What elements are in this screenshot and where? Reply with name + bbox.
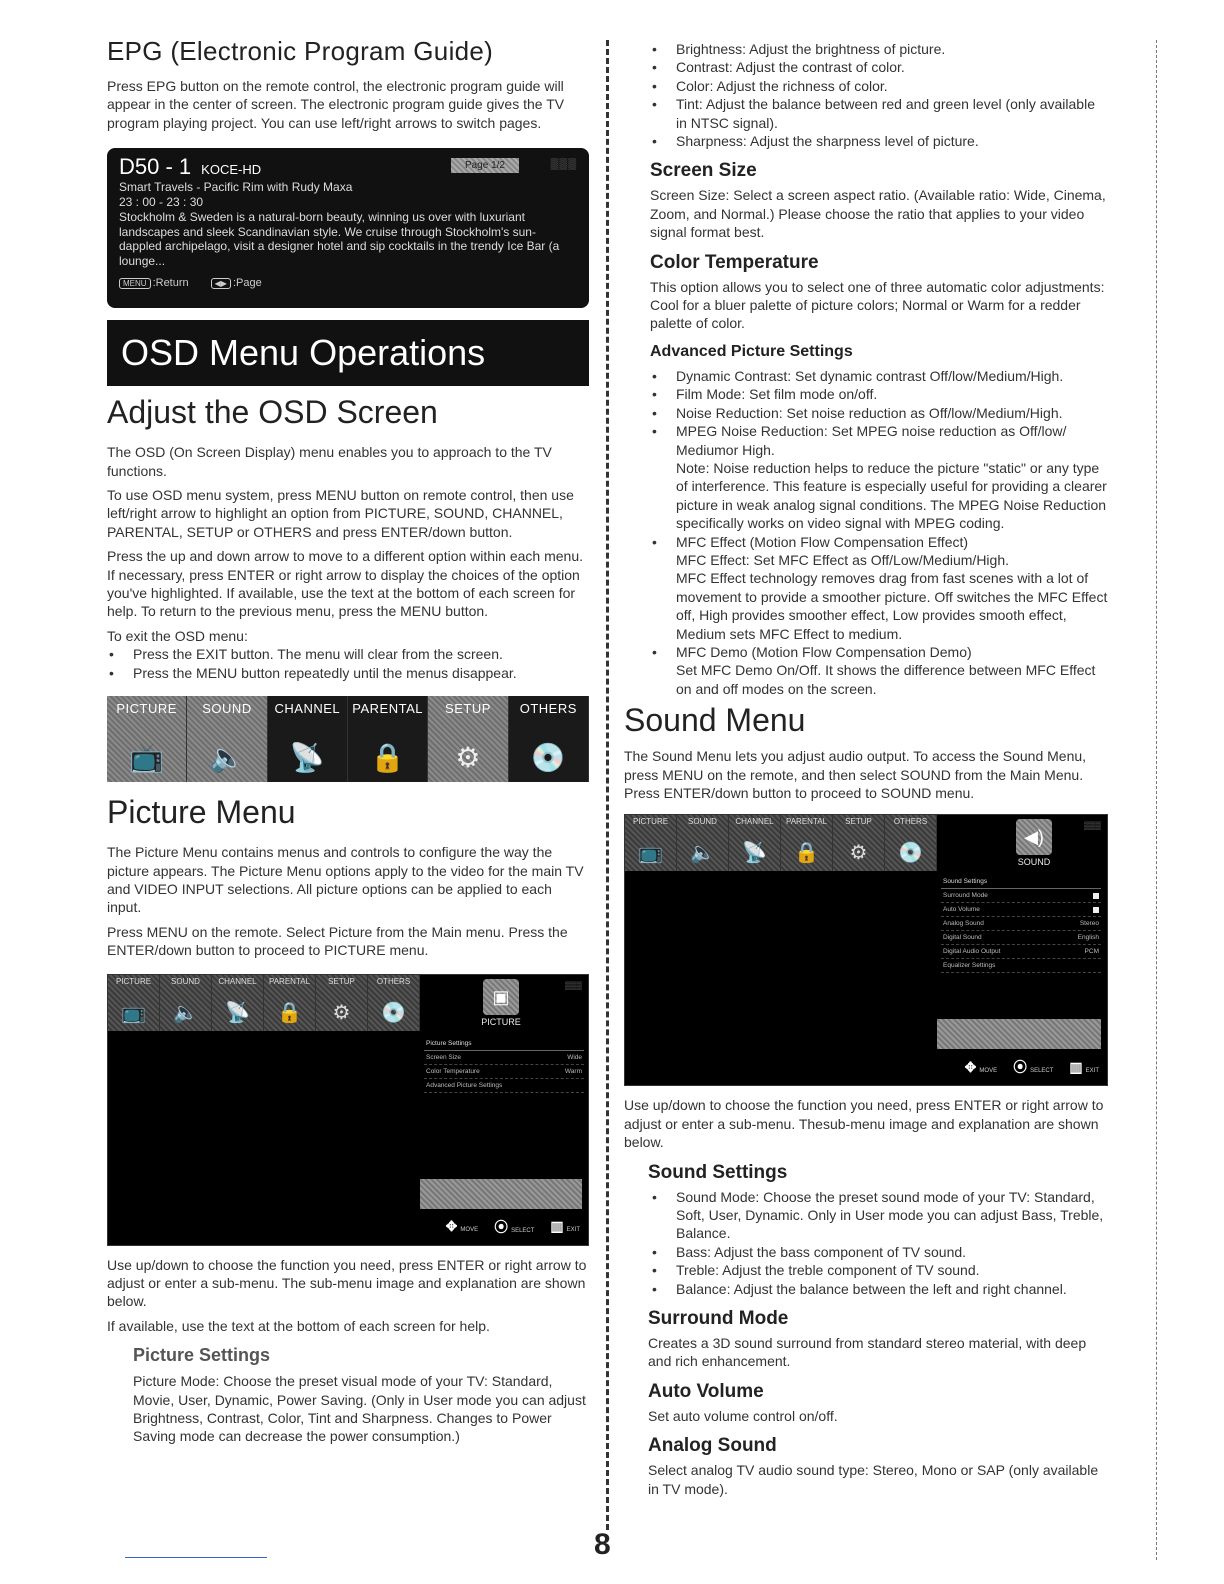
selected-menu-label: PICTURE: [481, 1016, 521, 1027]
tv-icon: 📺: [121, 1001, 146, 1024]
item-line: • Noise Reduction: Set noise reduction as Off/low/Medium/High.: [676, 404, 1063, 421]
sound-heading: Sound Menu: [624, 702, 806, 739]
tab-label: SETUP: [445, 701, 491, 717]
legend-label: EXIT: [1085, 1067, 1099, 1074]
footer-rule: [125, 1557, 267, 1558]
epg-page-indicator: Page 1/2: [451, 158, 519, 173]
disc-icon: 💿: [898, 842, 923, 865]
list-item: [650, 385, 1108, 403]
legend-select: [494, 1217, 534, 1237]
gear-icon: ⚙: [455, 742, 481, 774]
legend-move: [446, 1218, 478, 1235]
tab-channel: [212, 975, 264, 1031]
disc-icon: 💿: [530, 742, 566, 774]
picture-p1: The Picture Menu contains menus and controls to configure the way the picture appears. The Picture Menu options apply to the video for the main TV and VIDEO INPUT selections. All picture options can be applied to each input.: [107, 844, 584, 916]
tab-label: PICTURE: [116, 701, 177, 717]
list-item: [941, 917, 1101, 931]
tab-label: CHANNEL: [218, 976, 257, 986]
brand-logo: ▒▒▒: [564, 980, 582, 990]
picture-p3: Use up/down to choose the function you need, press ENTER or right arrow to adjust or enter a sub-menu. The sub-menu image and explanation are shown below.: [107, 1256, 587, 1310]
tab-label: PARENTAL: [785, 817, 828, 827]
item-line: MFC Effect technology removes drag from fast scenes with a lot of movement to provide a smoother picture. Off switches the MFC Effect off, High provides smoother effect, Low provides smooth effect, Medium sets MFC Effect to medium.: [676, 570, 1108, 642]
list-item: [941, 945, 1101, 959]
tab-sound: [187, 696, 267, 782]
sound-p1: The Sound Menu lets you adjust audio output. To access the Sound Menu, press MENU on the remote, and then select SOUND from the Main Menu. Press ENTER/down button to proceed to SOUND menu.: [624, 748, 1087, 801]
left-right-arrow-icon: ◀▶: [211, 278, 231, 289]
list-item: [424, 1079, 584, 1093]
analog-sound-heading: Analog Sound: [648, 1435, 777, 1457]
tab-label: SETUP: [328, 976, 355, 986]
list-item: [941, 875, 1101, 889]
osd-p3: Press the up and down arrow to move to a different option within each menu. If necessary, press ENTER or right arrow to display the choices of the option you've highlighted. If available, use the text at the bottom of each screen for help. To return to the previous menu, press the MENU button.: [107, 548, 584, 620]
surround-mode-body: Creates a 3D sound surround from standard stereo material, with deep and rich enhancement.: [648, 1335, 1087, 1370]
legend-exit: [550, 1218, 580, 1235]
tab-label: SOUND: [171, 976, 200, 986]
sound-settings-list-text: [650, 1188, 1108, 1298]
list-item: • Color: Adjust the richness of color.: [650, 77, 1108, 95]
lock-icon: 🔒: [277, 1001, 302, 1024]
tab-picture: [625, 815, 677, 871]
tab-picture: [107, 696, 187, 782]
row-label: Digital Audio Output: [943, 948, 1001, 956]
list-item: [424, 1051, 584, 1065]
osd-p1: The OSD (On Screen Display) menu enables you to approach to the TV functions.: [107, 444, 552, 479]
sound-p2: Use up/down to choose the function you need, press ENTER or right arrow to adjust or enter a sub-menu. Thesub-menu image and explanation are shown below.: [624, 1097, 1104, 1151]
osd-heading: Adjust the OSD Screen: [107, 394, 438, 431]
legend-label: SELECT: [1030, 1068, 1054, 1075]
column-divider: [606, 40, 609, 1530]
osd-p2: To use OSD menu system, press MENU button on remote control, then use left/right arrow to highlight an option from PICTURE, SOUND, CHANNEL, PARENTAL, SETUP or OTHERS and press ENTER/down button.: [107, 487, 574, 540]
advanced-picture-heading: Advanced Picture Settings: [650, 342, 853, 360]
item-line: • MPEG Noise Reduction: Set MPEG noise reduction as Off/low/ Mediumor High.: [676, 423, 1067, 458]
toggle-indicator: [1093, 907, 1099, 913]
row-value: PCM: [1084, 948, 1099, 956]
page-number: 8: [594, 1528, 611, 1561]
tv-icon: ▣: [483, 979, 519, 1015]
help-text-bar: [937, 1019, 1101, 1049]
item-line: Set MFC Demo On/Off. It shows the difference between MFC Effect on and off modes on the screen.: [676, 662, 1096, 697]
list-item: • Press the EXIT button. The menu will clear from the screen.: [107, 645, 589, 663]
item-line: • MFC Demo (Motion Flow Compensation Demo): [676, 643, 972, 660]
tab-label: SOUND: [202, 701, 252, 717]
select-icon: ⦿: [494, 1218, 509, 1235]
list-item: • Bass: Adjust the bass component of TV sound.: [650, 1243, 1108, 1261]
row-label: Analog Sound: [943, 920, 984, 928]
tab-label: PARENTAL: [352, 701, 423, 717]
satellite-dish-icon: 📡: [742, 842, 767, 865]
item-line: • Film Mode: Set film mode on/off.: [676, 386, 878, 403]
tab-parental: [348, 696, 428, 782]
epg-body: Press EPG button on the remote control, the electronic program guide will appear in the center of screen. The electronic program guide gives the TV program playing project. You can use left/right arrows to switch pages.: [107, 78, 565, 131]
list-item: [941, 931, 1101, 945]
page-edge-rule: [1156, 40, 1157, 1560]
legend-label: SELECT: [511, 1227, 535, 1234]
list-item: [650, 404, 1108, 422]
legend-label: MOVE: [460, 1227, 479, 1234]
list-item: [650, 422, 1108, 532]
color-temperature-body: This option allows you to select one of three automatic color adjustments: Cool for a bluer palette of picture colors; Normal or Warm for a redder palette of color.: [650, 278, 1105, 332]
speaker-icon: 🔈: [690, 842, 715, 865]
row-label: Auto Volume: [943, 906, 980, 914]
tab-setup: [833, 815, 885, 871]
right-column: [624, 36, 1108, 1504]
satellite-dish-icon: 📡: [289, 742, 325, 774]
epg-station: KOCE-HD: [201, 162, 262, 178]
tab-others: [885, 815, 937, 871]
list-item: • Sound Mode: Choose the preset sound mode of your TV: Standard, Soft, User, Dynamic. Only in User mode you can adjust Bass, Treble, Balance.: [650, 1188, 1108, 1243]
epg-screen: [107, 148, 589, 308]
epg-return-hint: [119, 277, 189, 289]
gear-icon: ⚙: [849, 842, 868, 865]
legend-label: MOVE: [979, 1067, 998, 1074]
lock-icon: 🔒: [370, 742, 406, 774]
tab-label: PICTURE: [632, 817, 669, 827]
tab-setup: [316, 975, 368, 1031]
screen-size-heading: Screen Size: [650, 160, 757, 182]
tab-channel: [729, 815, 781, 871]
list-item: • Press the MENU button repeatedly until the menus disappear.: [107, 664, 589, 682]
list-item: • Sharpness: Adjust the sharpness level of picture.: [650, 132, 1108, 150]
list-item: [650, 367, 1108, 385]
epg-heading: EPG (Electronic Program Guide): [107, 36, 494, 66]
exit-icon: ▥: [1069, 1058, 1083, 1075]
move-icon: ✥: [964, 1058, 977, 1075]
toggle-indicator: [1093, 893, 1099, 899]
row-value: English: [1077, 934, 1099, 942]
picture-bullets: [650, 40, 1108, 150]
osd-section-band: OSD Menu Operations: [107, 320, 589, 386]
picture-p2: Press MENU on the remote. Select Picture from the Main menu. Press the ENTER/down button to proceed to PICTURE menu.: [107, 923, 568, 959]
list-item: [941, 959, 1101, 973]
list-item: • Tint: Adjust the balance between red and green level (only available in NTSC signal).: [650, 95, 1108, 132]
epg-channel-number: D50 - 1: [119, 154, 192, 180]
tab-parental: [781, 815, 833, 871]
picture-heading: Picture Menu: [107, 794, 296, 831]
osd-menu-bar: [107, 696, 589, 782]
speaker-icon: 🔈: [173, 1001, 198, 1024]
satellite-dish-icon: 📡: [225, 1001, 250, 1024]
row-value: Warm: [564, 1067, 582, 1075]
tab-label: CHANNEL: [274, 701, 341, 717]
item-line: Note: Noise reduction helps to reduce the picture "static" or any type of interference. This feature is especially useful for providing a clearer picture in weak analog signal conditions. The MPEG Noise Reduction specifically works on video signal with MPEG coding.: [676, 459, 1107, 532]
tab-label: OTHERS: [519, 701, 577, 717]
tv-icon: 📺: [638, 842, 663, 865]
list-item: [650, 643, 1108, 698]
tab-sound: [160, 975, 212, 1031]
surround-mode-heading: Surround Mode: [648, 1308, 789, 1330]
brand-logo: ▒▒▒: [550, 158, 577, 171]
gear-icon: ⚙: [332, 1001, 351, 1024]
tab-label: OTHERS: [893, 817, 928, 827]
list-item: • Contrast: Adjust the contrast of color.: [650, 58, 1108, 76]
epg-page-hint: [211, 277, 262, 289]
osd-exit-list: [107, 645, 589, 682]
advanced-picture-list: [650, 367, 1108, 698]
selected-menu-label: SOUND: [1017, 857, 1051, 868]
tab-sound: [677, 815, 729, 871]
row-label: Equalizer Settings: [943, 962, 996, 970]
list-item: [424, 1065, 584, 1079]
item-line: MFC Effect: Set MFC Effect as Off/Low/Medium/High.: [676, 551, 1009, 568]
tab-setup: [428, 696, 508, 782]
tab-label: OTHERS: [376, 976, 411, 986]
row-label: Advanced Picture Settings: [426, 1081, 503, 1089]
list-item: [941, 889, 1101, 903]
row-label: Picture Settings: [426, 1039, 472, 1047]
epg-program: Smart Travels - Pacific Rim with Rudy Maxa: [119, 180, 353, 195]
speaker-icon: ◀): [1016, 819, 1052, 855]
tab-label: SOUND: [688, 817, 717, 827]
tab-others: [509, 696, 589, 782]
lock-icon: 🔒: [794, 842, 819, 865]
legend-select: [1013, 1057, 1053, 1077]
list-item: [941, 903, 1101, 917]
tab-label: PARENTAL: [268, 976, 311, 986]
row-value: Wide: [567, 1053, 582, 1061]
picture-p4: If available, use the text at the bottom of each screen for help.: [107, 1317, 490, 1334]
picture-settings-list: [424, 1037, 584, 1093]
epg-footer: [119, 277, 577, 289]
help-text-bar: [420, 1179, 582, 1209]
disc-icon: 💿: [381, 1001, 406, 1024]
screen-size-body: Screen Size: Select a screen aspect ratio. (Available ratio: Wide, Cinema, Zoom, and Normal.) Please choose the ratio that applies to your video signal format best.: [650, 187, 1106, 241]
selected-menu-badge: [470, 979, 532, 1027]
picture-menu-screen: [107, 974, 589, 1246]
auto-volume-body: Set auto volume control on/off.: [648, 1407, 838, 1424]
row-label: Digital Sound: [943, 934, 982, 942]
list-item: • Brightness: Adjust the brightness of picture.: [650, 40, 1108, 58]
row-value: Stereo: [1079, 920, 1099, 928]
item-line: • Dynamic Contrast: Set dynamic contrast Off/low/Medium/High.: [676, 367, 1064, 384]
tab-parental: [264, 975, 316, 1031]
auto-volume-heading: Auto Volume: [648, 1380, 764, 1402]
selected-menu-badge: [1003, 819, 1065, 867]
key-legend: [965, 1057, 1099, 1077]
osd-exit-intro: To exit the OSD menu:: [107, 627, 248, 644]
key-legend: [446, 1217, 580, 1237]
return-label: :Return: [152, 277, 189, 289]
list-item: [424, 1037, 584, 1051]
row-label: Sound Settings: [943, 878, 988, 886]
sound-settings-list: [941, 875, 1101, 973]
epg-time: 23 : 00 - 23 : 30: [119, 195, 204, 210]
epg-description: Stockholm & Sweden is a natural-born beauty, winning us over with luxuriant landscapes and sleek Scandinavian style. We cruise through Stockholm's sun-dappled archipelago, visit a designer hotel and sip cocktails in the trendy Ice Bar (a lounge...: [119, 209, 560, 269]
tab-channel: [268, 696, 348, 782]
item-line: • MFC Effect (Motion Flow Compensation Effect): [676, 533, 969, 550]
list-item: • Treble: Adjust the treble component of TV sound.: [650, 1261, 1108, 1279]
analog-sound-body: Select analog TV audio sound type: Stereo, Mono or SAP (only available in TV mode).: [648, 1462, 1099, 1497]
page-label: :Page: [232, 277, 262, 289]
tab-picture: [108, 975, 160, 1031]
legend-move: [965, 1059, 997, 1076]
tab-label: CHANNEL: [735, 817, 774, 827]
move-icon: ✥: [445, 1218, 458, 1235]
picture-settings-body: Picture Mode: Choose the preset visual mode of your TV: Standard, Movie, User, Dynamic, Power Saving. (Only in User mode you can adjust Brightness, Contrast, Color, Tint and Sharpness. Changes to Power Saving mode can decrease the power consumption.): [133, 1373, 586, 1445]
list-item: • Balance: Adjust the balance between the left and right channel.: [650, 1280, 1108, 1298]
sound-menu-screen: [624, 814, 1108, 1086]
tab-label: PICTURE: [115, 976, 152, 986]
legend-exit: [1069, 1059, 1099, 1076]
legend-label: EXIT: [566, 1227, 580, 1234]
exit-icon: ▥: [550, 1218, 564, 1235]
tab-others: [368, 975, 420, 1031]
select-icon: ⦿: [1013, 1059, 1028, 1076]
tab-label: SETUP: [845, 817, 872, 827]
sound-settings-heading: Sound Settings: [648, 1161, 788, 1183]
row-label: Color Temperature: [426, 1067, 480, 1075]
list-item: [650, 533, 1108, 643]
menu-key-icon: MENU: [119, 278, 151, 289]
row-label: Screen Size: [426, 1053, 462, 1061]
left-column: [107, 36, 589, 1452]
picture-settings-heading: Picture Settings: [133, 1345, 271, 1366]
color-temperature-heading: Color Temperature: [650, 251, 819, 273]
tv-icon: 📺: [129, 742, 165, 774]
row-label: Surround Mode: [943, 892, 988, 900]
speaker-icon: 🔈: [209, 742, 245, 774]
brand-logo: ▒▒▒: [1083, 821, 1101, 831]
